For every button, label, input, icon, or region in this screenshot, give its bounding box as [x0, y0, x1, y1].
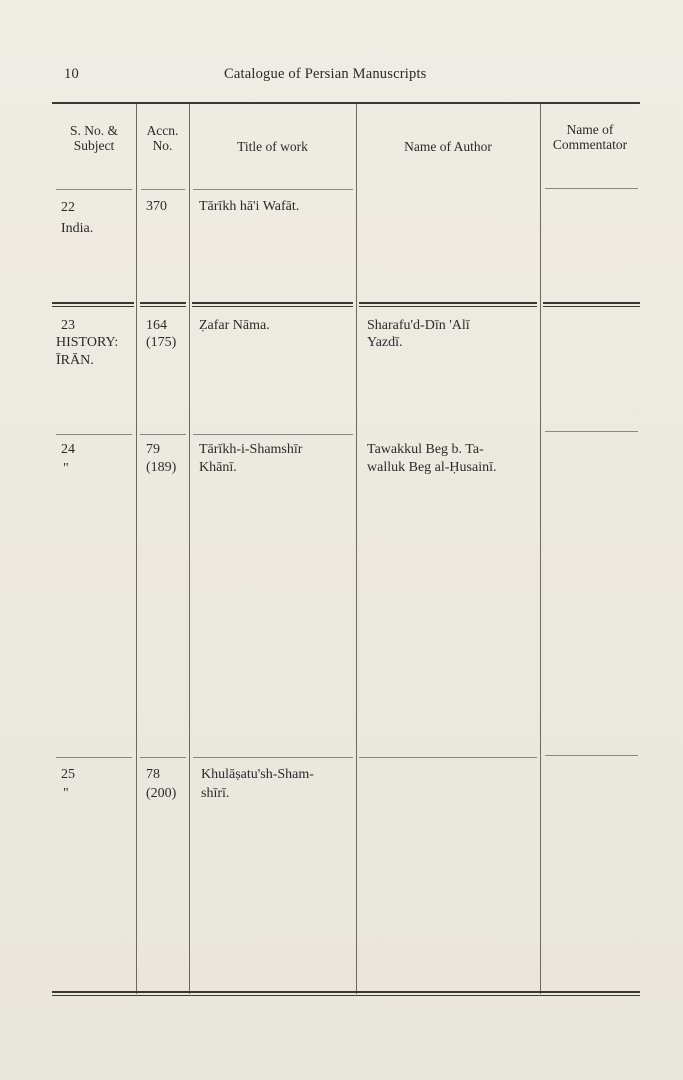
row-25-title-line1: Khulāṣatu'sh-Sham- [201, 767, 314, 782]
section-rule-seg [140, 306, 186, 307]
section-rule-seg [543, 302, 640, 304]
col-header-sno: S. No. & Subject [69, 123, 118, 153]
section-rule-seg [52, 302, 134, 304]
row-23-title: Ẓafar Nāma. [199, 318, 270, 333]
row-rule-seg [140, 434, 186, 435]
section-rule-seg [140, 302, 186, 304]
col-rule-3 [356, 104, 357, 994]
header-rule-seg [56, 189, 132, 190]
row-23-sno: 23 [61, 318, 75, 333]
row-24-author-line1: Tawakkul Beg b. Ta- [367, 442, 484, 457]
row-24-title-line1: Tārīkh-i-Shamshīr [199, 442, 303, 457]
row-25-accn: 78 [146, 767, 160, 782]
col-rule-2 [189, 104, 190, 994]
row-23-accn: 164 [146, 318, 167, 333]
row-23-author-line1: Sharafu'd-Dīn 'Alī [367, 318, 470, 333]
row-24-subject: " [63, 461, 69, 476]
running-title: Catalogue of Persian Manuscripts [224, 66, 427, 82]
col-rule-4 [540, 104, 541, 994]
table-top-rule [52, 102, 640, 104]
header-rule-seg [193, 189, 353, 190]
section-rule-seg [359, 302, 537, 304]
row-22-sno: 22 [61, 200, 75, 215]
row-22-accn: 370 [146, 199, 167, 214]
row-23-accn-old: (175) [146, 335, 177, 350]
section-rule-seg [359, 306, 537, 307]
col-header-accn: Accn. No. [146, 123, 179, 153]
section-rule-seg [192, 306, 353, 307]
col-header-commentator: Name of Commentator [552, 122, 628, 152]
row-22-title: Tārīkh hā'i Wafāt. [199, 199, 300, 214]
row-25-title-line2: shīrī. [201, 786, 230, 801]
row-rule-seg [140, 757, 186, 758]
row-rule-seg [545, 431, 638, 432]
section-rule-seg [192, 302, 353, 304]
row-22-subject: India. [61, 221, 94, 236]
header-rule-seg [141, 189, 185, 190]
col-header-title: Title of work [237, 139, 308, 154]
row-23-subject: HISTORY: [56, 335, 119, 350]
row-23-subject-2: ĪRĀN. [56, 353, 94, 368]
row-rule-seg [56, 434, 132, 435]
section-rule-seg [543, 306, 640, 307]
row-24-sno: 24 [61, 442, 75, 457]
row-24-accn: 79 [146, 442, 160, 457]
row-25-accn-old: (200) [146, 786, 177, 801]
row-24-author-line2: walluk Beg al-Ḥusainī. [367, 460, 497, 475]
row-23-author-line2: Yazdī. [367, 335, 403, 350]
header-rule-seg [545, 188, 638, 189]
row-25-sno: 25 [61, 767, 75, 782]
row-rule-seg [193, 434, 353, 435]
page-number: 10 [64, 66, 79, 82]
row-24-title-line2: Khānī. [199, 460, 237, 475]
row-rule-seg [545, 755, 638, 756]
col-header-author: Name of Author [404, 139, 492, 154]
row-24-accn-old: (189) [146, 460, 177, 475]
col-rule-1 [136, 104, 137, 994]
table-bottom-rule-inner [52, 995, 640, 996]
row-25-subject: " [63, 786, 69, 801]
row-rule-seg [359, 757, 537, 758]
table-bottom-rule [52, 991, 640, 993]
row-rule-seg [56, 757, 132, 758]
section-rule-seg [52, 306, 134, 307]
row-rule-seg [193, 757, 353, 758]
